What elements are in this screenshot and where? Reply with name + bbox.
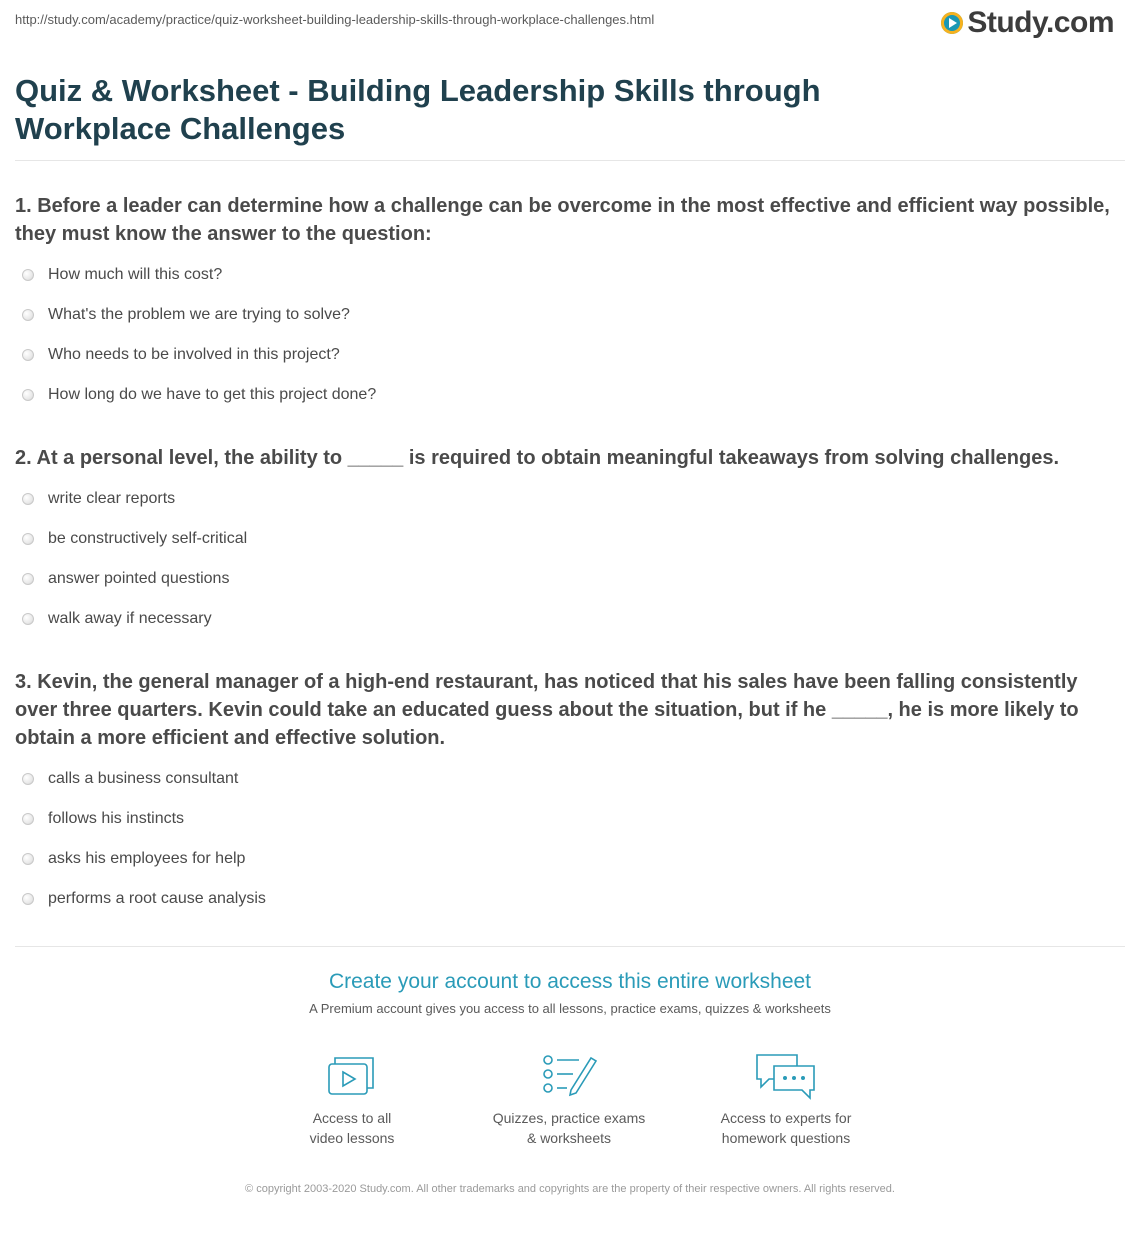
option-label: calls a business consultant <box>48 770 239 787</box>
feature-label: Access to experts for homework questions <box>720 1110 852 1146</box>
question-1-options <box>22 255 376 415</box>
answer-option[interactable] <box>22 375 376 415</box>
feature-label: Quizzes, practice exams & worksheets <box>492 1110 646 1146</box>
radio-button-icon[interactable] <box>22 349 34 361</box>
answer-option[interactable] <box>22 839 266 879</box>
video-lessons-icon <box>326 1052 378 1100</box>
radio-button-icon[interactable] <box>22 893 34 905</box>
option-label: What's the problem we are trying to solve? <box>48 306 350 323</box>
question-1: 1. Before a leader can determine how a challenge can be overcome in the most effective and efficient way possible, they must know the answer to the question: <box>15 195 1110 245</box>
radio-button-icon[interactable] <box>22 533 34 545</box>
answer-option[interactable] <box>22 559 247 599</box>
feature-video-lessons <box>252 1052 452 1148</box>
radio-button-icon[interactable] <box>22 573 34 585</box>
answer-option[interactable] <box>22 599 247 639</box>
option-label: How much will this cost? <box>48 266 223 283</box>
create-account-link[interactable]: Create your account to access this entire worksheet <box>328 970 812 993</box>
option-label: follows his instincts <box>48 810 185 827</box>
question-3-options <box>22 759 266 919</box>
option-label: performs a root cause analysis <box>48 890 266 907</box>
answer-option[interactable] <box>22 255 376 295</box>
title-divider <box>15 160 1125 161</box>
quiz-checklist-icon <box>541 1052 597 1100</box>
radio-button-icon[interactable] <box>22 309 34 321</box>
option-label: walk away if necessary <box>48 610 212 627</box>
feature-experts <box>686 1052 886 1148</box>
feature-quizzes <box>469 1052 669 1148</box>
copyright-notice: © copyright 2003-2020 Study.com. All other trademarks and copyrights are the property of their respective owners. All rights reserved. <box>245 1183 895 1195</box>
option-label: Who needs to be involved in this project? <box>48 346 340 363</box>
answer-option[interactable] <box>22 759 266 799</box>
option-label: answer pointed questions <box>48 570 230 587</box>
answer-option[interactable] <box>22 519 247 559</box>
play-logo-icon <box>941 12 963 34</box>
cta-subheading: A Premium account gives you access to all lessons, practice exams, quizzes & worksheets <box>309 1001 831 1016</box>
answer-option[interactable] <box>22 335 376 375</box>
answer-option[interactable] <box>22 479 247 519</box>
radio-button-icon[interactable] <box>22 813 34 825</box>
answer-option[interactable] <box>22 295 376 335</box>
question-2: 2. At a personal level, the ability to _____ is required to obtain meaningful takeaways from solving challenges. <box>15 447 1060 469</box>
option-label: How long do we have to get this project done? <box>48 386 377 403</box>
question-3: 3. Kevin, the general manager of a high-end restaurant, has noticed that his sales have been falling consistently over three quarters. Kevin could take an educated guess about the situation, but if he _____, he is more likely to obtain a more efficient and effective solution. <box>15 671 1079 749</box>
study-logo[interactable] <box>941 6 1114 40</box>
logo-text: Study.com <box>967 6 1114 39</box>
radio-button-icon[interactable] <box>22 773 34 785</box>
radio-button-icon[interactable] <box>22 269 34 281</box>
cta-divider <box>15 946 1125 947</box>
page-url: http://study.com/academy/practice/quiz-worksheet-building-leadership-skills-through-workplace-challenges.html <box>15 12 655 27</box>
answer-option[interactable] <box>22 799 266 839</box>
radio-button-icon[interactable] <box>22 389 34 401</box>
option-label: asks his employees for help <box>48 850 246 867</box>
chat-experts-icon <box>754 1052 818 1100</box>
radio-button-icon[interactable] <box>22 493 34 505</box>
option-label: write clear reports <box>48 490 176 507</box>
radio-button-icon[interactable] <box>22 613 34 625</box>
answer-option[interactable] <box>22 879 266 919</box>
page-title: Quiz & Worksheet - Building Leadership Skills through Workplace Challenges <box>15 73 821 146</box>
radio-button-icon[interactable] <box>22 853 34 865</box>
feature-label: Access to all video lessons <box>309 1110 395 1146</box>
question-2-options <box>22 479 247 639</box>
option-label: be constructively self-critical <box>48 530 248 547</box>
